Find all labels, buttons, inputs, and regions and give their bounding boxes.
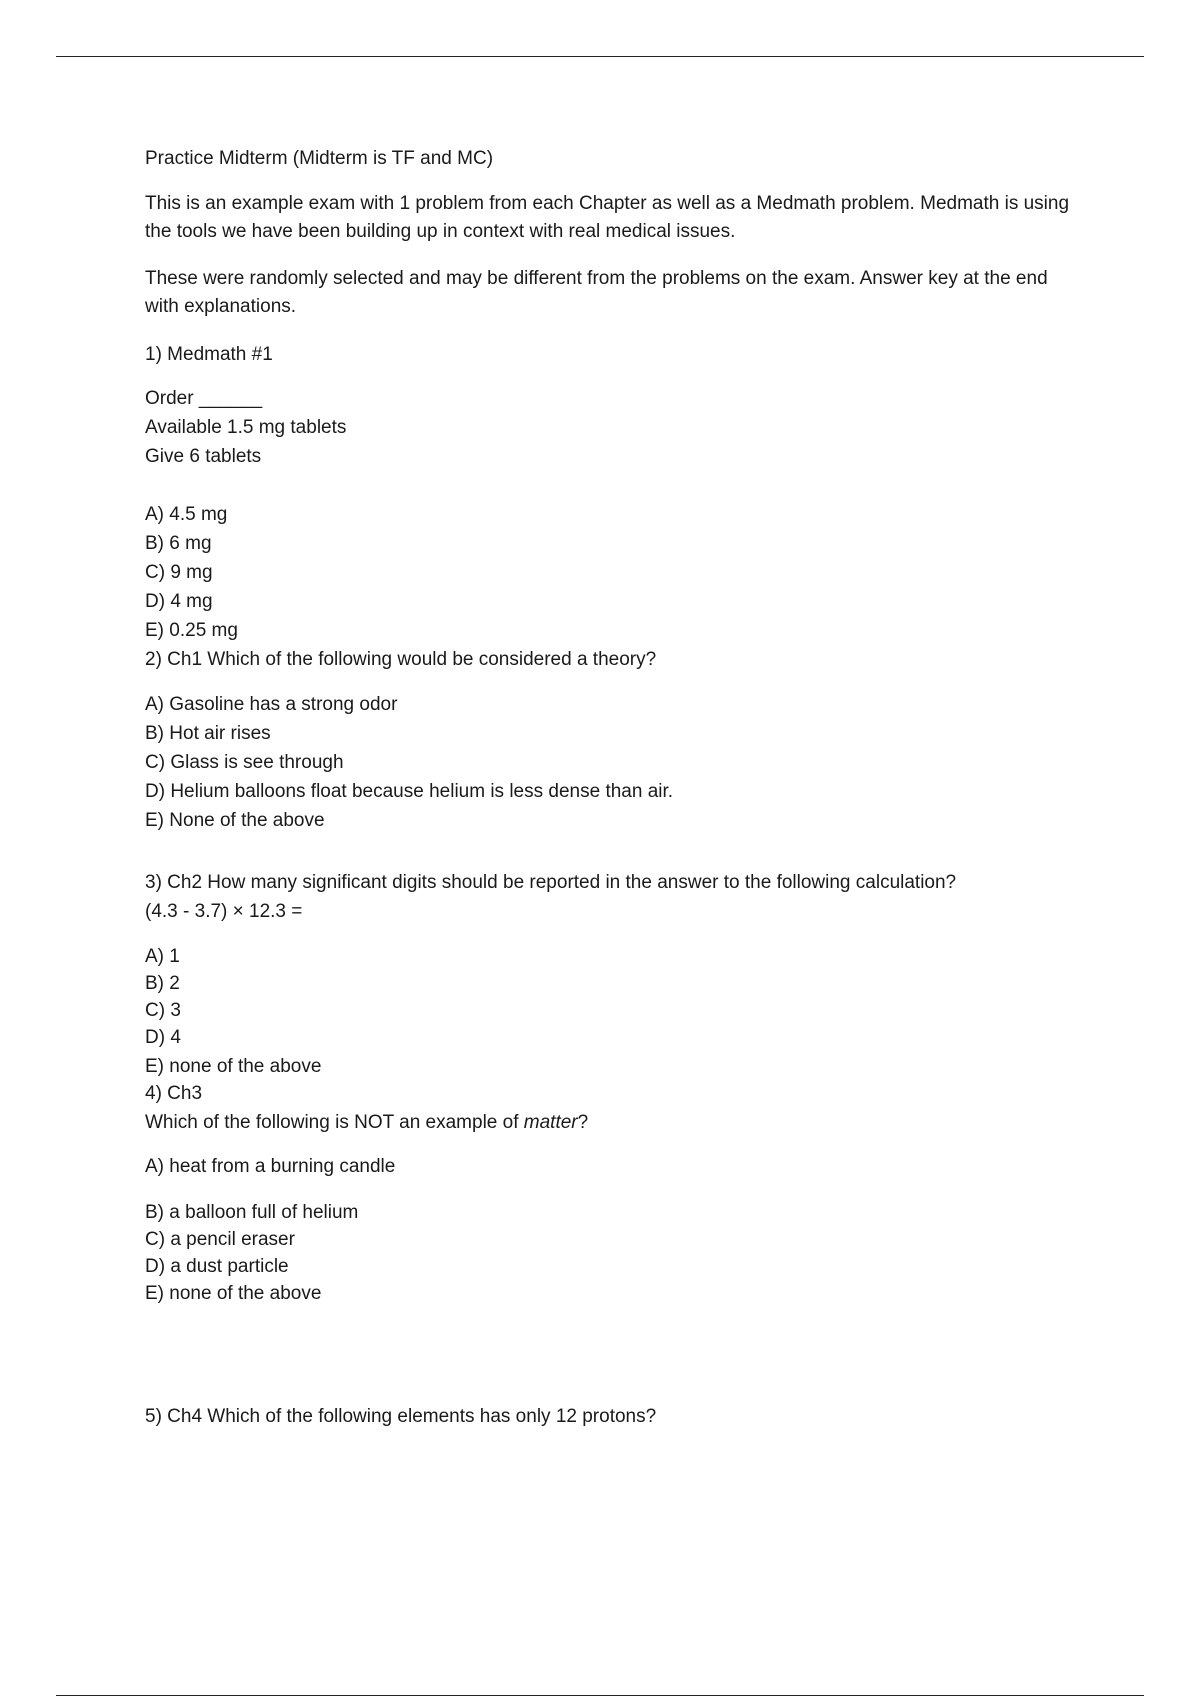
q4-option-c: C) a pencil eraser xyxy=(145,1229,295,1250)
q2-option-e: E) None of the above xyxy=(145,810,325,831)
q2-option-a: A) Gasoline has a strong odor xyxy=(145,694,398,715)
intro-paragraph-1: This is an example exam with 1 problem from each Chapter as well as a Medmath problem. Medmath is using the tools we have been building up in context with real medical issues. xyxy=(145,193,1070,242)
page-title: Practice Midterm (Midterm is TF and MC) xyxy=(145,148,494,169)
q1-order: Order ______ xyxy=(145,388,263,409)
q3-option-b: B) 2 xyxy=(145,973,180,994)
q4-option-b: B) a balloon full of helium xyxy=(145,1202,359,1223)
q2-option-c: C) Glass is see through xyxy=(145,752,344,773)
q5-heading: 5) Ch4 Which of the following elements has only 12 protons? xyxy=(145,1406,657,1427)
q4-question-prefix: Which of the following is NOT an example of xyxy=(145,1112,524,1133)
q3-heading: 3) Ch2 How many significant digits should be reported in the answer to the following calculation? xyxy=(145,872,957,893)
q1-give: Give 6 tablets xyxy=(145,446,262,467)
q1-option-d: D) 4 mg xyxy=(145,591,213,612)
q1-option-a: A) 4.5 mg xyxy=(145,504,228,525)
q4-question-suffix: ? xyxy=(577,1112,589,1133)
q2-option-d: D) Helium balloons float because helium is less dense than air. xyxy=(145,781,674,802)
q3-option-e: E) none of the above xyxy=(145,1056,322,1077)
q3-expression: (4.3 - 3.7) × 12.3 = xyxy=(145,901,303,922)
q1-option-c: C) 9 mg xyxy=(145,562,213,583)
q2-option-b: B) Hot air rises xyxy=(145,723,271,744)
q1-option-b: B) 6 mg xyxy=(145,533,212,554)
q4-question-emphasis: matter xyxy=(523,1112,578,1133)
intro-paragraph-2: These were randomly selected and may be different from the problems on the exam. Answer key at the end with explanations. xyxy=(145,268,1048,317)
top-rule xyxy=(56,56,1144,57)
q4-option-e: E) none of the above xyxy=(145,1283,322,1304)
bottom-rule xyxy=(56,1695,1144,1696)
q1-option-e: E) 0.25 mg xyxy=(145,620,238,641)
q4-option-a: A) heat from a burning candle xyxy=(145,1156,396,1177)
q1-heading: 1) Medmath #1 xyxy=(145,344,273,365)
q4-heading: 4) Ch3 xyxy=(145,1083,203,1104)
q4-question xyxy=(145,1109,588,1137)
q3-option-a: A) 1 xyxy=(145,946,180,967)
q1-available: Available 1.5 mg tablets xyxy=(145,417,347,438)
q3-option-c: C) 3 xyxy=(145,1000,181,1021)
q4-option-d: D) a dust particle xyxy=(145,1256,289,1277)
q2-heading: 2) Ch1 Which of the following would be considered a theory? xyxy=(145,649,657,670)
q3-option-d: D) 4 xyxy=(145,1027,181,1048)
